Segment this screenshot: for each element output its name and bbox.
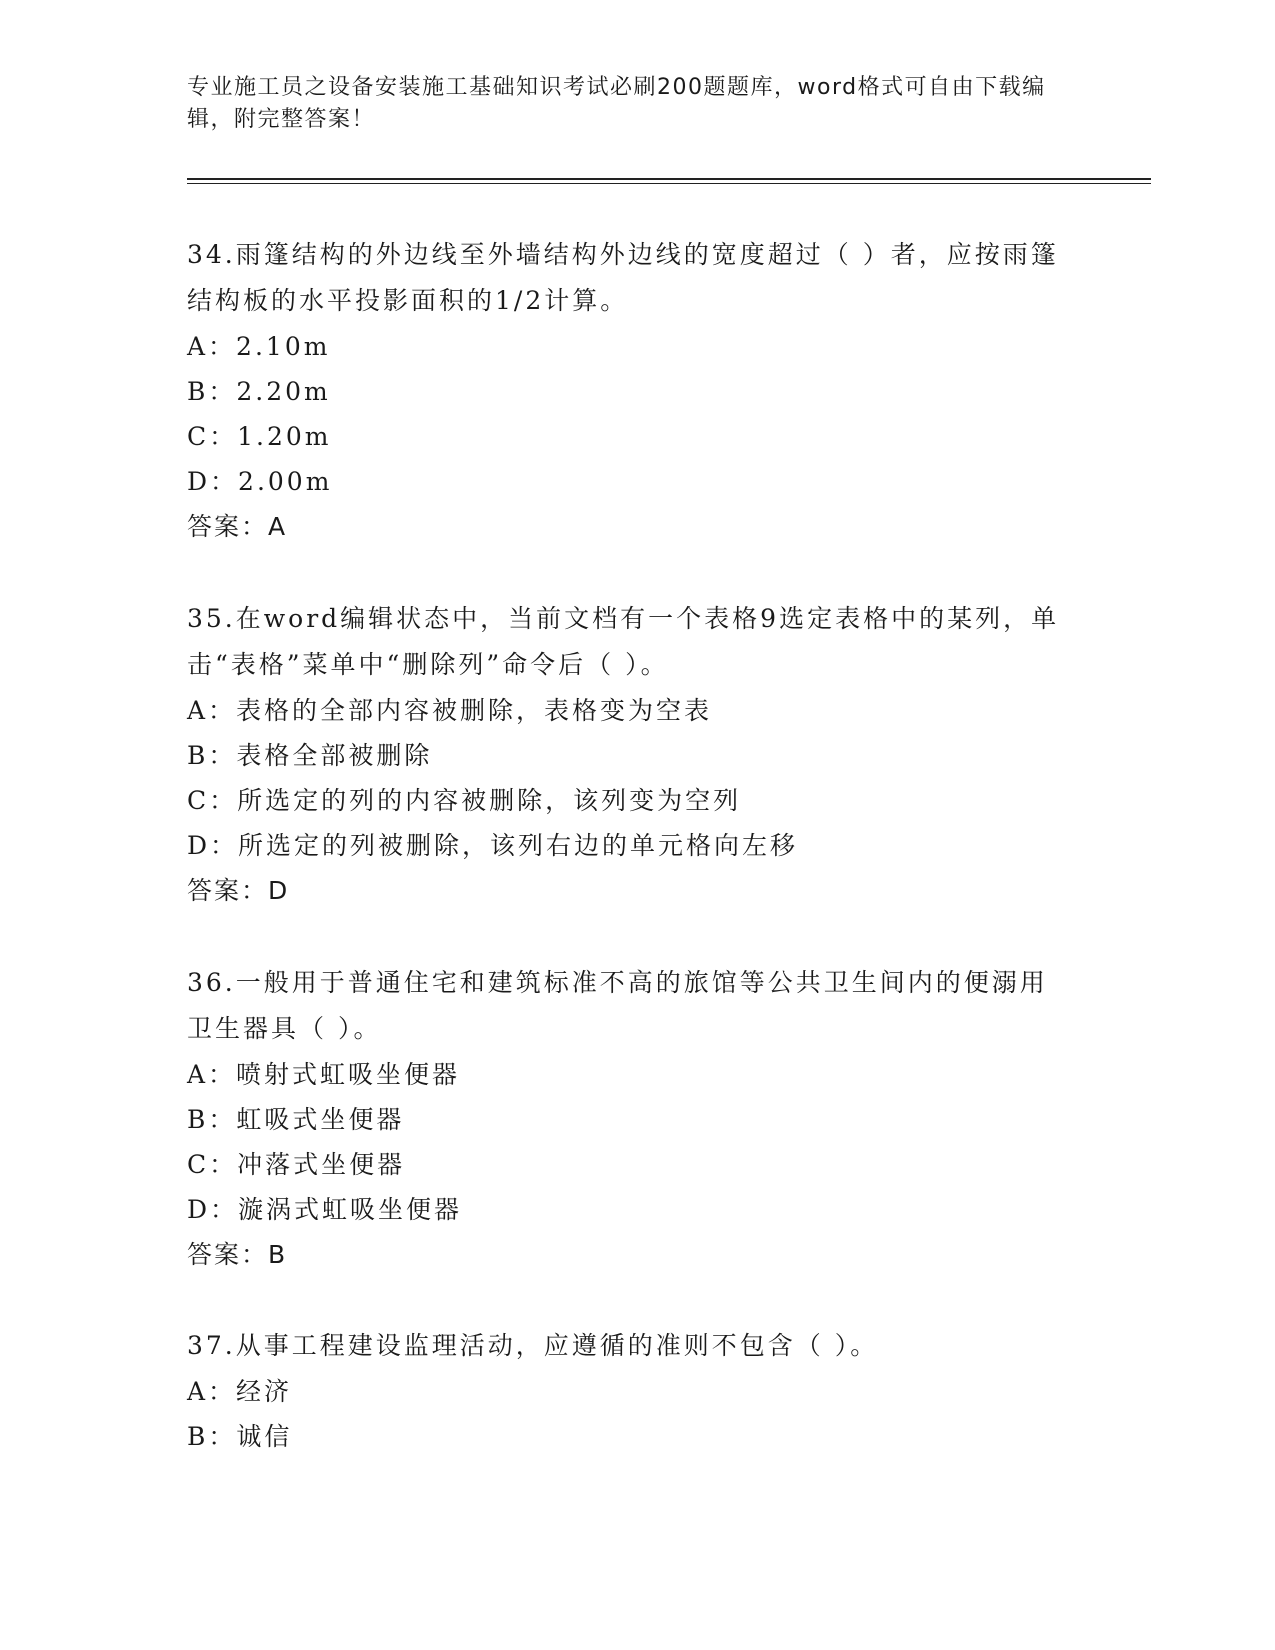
option-a: A：经济 (187, 1377, 293, 1406)
answer-line: 答案：B (187, 1240, 288, 1269)
question-stem: 37.从事工程建设监理活动，应遵循的准则不包含（ ）。 (187, 1331, 879, 1360)
question-37 (187, 1323, 1067, 1459)
option-c: C：所选定的列的内容被删除，该列变为空列 (187, 786, 742, 815)
option-d: D：2.00m (187, 467, 333, 496)
option-a: A：2.10m (187, 332, 331, 361)
option-b: B：表格全部被删除 (187, 741, 433, 770)
option-d: D：所选定的列被删除，该列右边的单元格向左移 (187, 831, 799, 860)
option-c: C：冲落式坐便器 (187, 1150, 406, 1179)
header-divider-thin (187, 183, 1151, 184)
answer-line: 答案：A (187, 512, 288, 541)
question-stem: 36.一般用于普通住宅和建筑标准不高的旅馆等公共卫生间内的便溺用卫生器具（ ）。 (187, 968, 1048, 1043)
question-35 (187, 596, 1067, 914)
header-divider-thick (187, 178, 1151, 180)
option-a: A：喷射式虹吸坐便器 (187, 1060, 461, 1089)
option-b: B：诚信 (187, 1422, 293, 1451)
question-stem: 35.在word编辑状态中，当前文档有一个表格9选定表格中的某列，单击“表格”菜单中“删除列”命令后（ ）。 (187, 604, 1060, 679)
question-stem: 34.雨篷结构的外边线至外墙结构外边线的宽度超过（ ）者，应按雨篷结构板的水平投影面积的1/2计算。 (187, 240, 1059, 315)
question-36 (187, 960, 1067, 1278)
question-34 (187, 232, 1067, 550)
option-b: B：2.20m (187, 377, 331, 406)
option-b: B：虹吸式坐便器 (187, 1105, 405, 1134)
option-a: A：表格的全部内容被删除，表格变为空表 (187, 696, 713, 725)
option-d: D：漩涡式虹吸坐便器 (187, 1195, 463, 1224)
document-header: 专业施工员之设备安装施工基础知识考试必刷200题题库，word格式可自由下载编辑，附完整答案！ (187, 75, 1046, 132)
answer-line: 答案：D (187, 876, 290, 905)
option-c: C：1.20m (187, 422, 332, 451)
